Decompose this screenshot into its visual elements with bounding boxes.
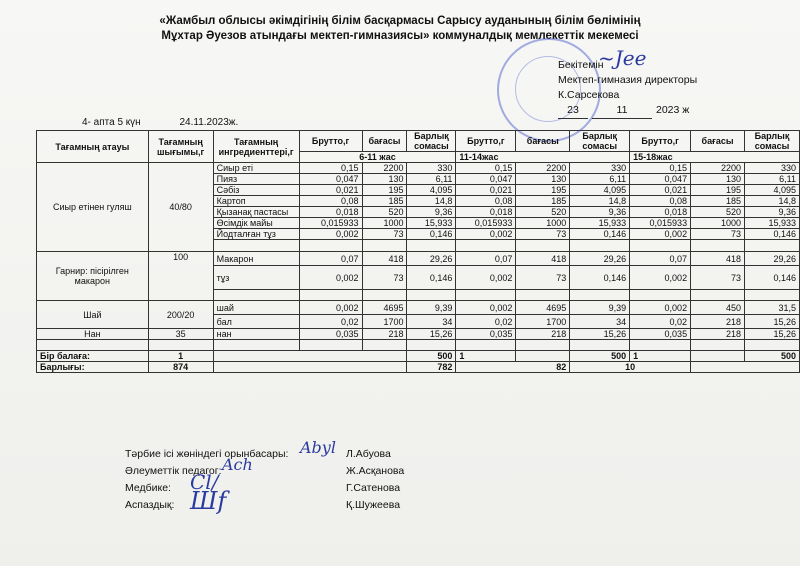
cell: 73 bbox=[516, 229, 570, 240]
signatory-name: Л.Абуова bbox=[346, 448, 391, 460]
approval-date bbox=[558, 103, 697, 119]
col-total-3: Барлық сомасы bbox=[745, 131, 800, 152]
cell: 0,15 bbox=[456, 163, 516, 174]
cell: 0,002 bbox=[630, 229, 691, 240]
col-price-3: бағасы bbox=[691, 131, 745, 152]
col-total-1: Барлық сомасы bbox=[407, 131, 456, 152]
cell: 9,39 bbox=[570, 301, 630, 315]
cell: 330 bbox=[407, 163, 456, 174]
cell: 0,002 bbox=[630, 266, 691, 290]
cell: 520 bbox=[691, 207, 745, 218]
menu-table bbox=[36, 130, 800, 373]
per-child-row bbox=[37, 351, 800, 362]
dish-yield: 35 bbox=[148, 329, 213, 340]
total-row bbox=[37, 362, 800, 373]
col-total-2: Барлық сомасы bbox=[570, 131, 630, 152]
cell: 4695 bbox=[516, 301, 570, 315]
cell: 1 bbox=[630, 351, 691, 362]
cell: 0,15 bbox=[299, 163, 362, 174]
cell: 0,07 bbox=[456, 252, 516, 266]
cell: 0,146 bbox=[407, 266, 456, 290]
col-dish-name: Тағамның атауы bbox=[37, 131, 149, 163]
cell: 0,02 bbox=[456, 315, 516, 329]
cell: 1000 bbox=[516, 218, 570, 229]
signature-icon: Aсh bbox=[222, 455, 253, 474]
cell: 0,02 bbox=[299, 315, 362, 329]
cell: 6,11 bbox=[570, 174, 630, 185]
dish-name: Нан bbox=[37, 329, 149, 340]
signatory-row bbox=[125, 497, 404, 514]
cell: 73 bbox=[516, 266, 570, 290]
col-brutto-3: Брутто,г bbox=[630, 131, 691, 152]
cell: 185 bbox=[691, 196, 745, 207]
cell: 0,002 bbox=[456, 229, 516, 240]
cell: 0,047 bbox=[299, 174, 362, 185]
cell: 15,933 bbox=[570, 218, 630, 229]
header-line-1: «Жамбыл облысы әкімдігінің білім басқармасы Сарысу ауданының білім бөлімінің bbox=[159, 15, 641, 27]
cell: 0,002 bbox=[299, 229, 362, 240]
cell: 73 bbox=[362, 229, 407, 240]
cell: 500 bbox=[745, 351, 800, 362]
cell: 34 bbox=[570, 315, 630, 329]
cell: 9,36 bbox=[745, 207, 800, 218]
age-group-1: 6-11 жас bbox=[299, 152, 456, 163]
cell: 500 bbox=[407, 351, 456, 362]
cell: 520 bbox=[516, 207, 570, 218]
cell: 9,36 bbox=[407, 207, 456, 218]
cell: 1000 bbox=[362, 218, 407, 229]
week-day: 4- апта 5 күн bbox=[82, 117, 141, 128]
cell: 0,08 bbox=[630, 196, 691, 207]
signatory-role: Аспаздық: bbox=[125, 499, 175, 511]
director-signature-icon: ~Jee bbox=[598, 46, 647, 70]
cell: 418 bbox=[362, 252, 407, 266]
cell: 14,8 bbox=[570, 196, 630, 207]
cell: 195 bbox=[516, 185, 570, 196]
col-price-2: бағасы bbox=[516, 131, 570, 152]
signatory-row bbox=[125, 463, 404, 480]
header-line-2: Мұхтар Әуезов атындағы мектеп-гимназиясы» коммуналдық мемлекеттік мекемесі bbox=[161, 30, 639, 42]
signatory-name: Ж.Асқанова bbox=[346, 465, 405, 477]
cell: 82 bbox=[456, 362, 570, 373]
signature-icon: Шf bbox=[190, 487, 227, 515]
menu-date: 24.11.2023ж. bbox=[179, 117, 239, 128]
cell: 1 bbox=[456, 351, 516, 362]
table-row bbox=[37, 329, 800, 340]
cell: 218 bbox=[516, 329, 570, 340]
cell: 0,035 bbox=[630, 329, 691, 340]
cell: 195 bbox=[691, 185, 745, 196]
cell: 2200 bbox=[691, 163, 745, 174]
cell: 0,035 bbox=[299, 329, 362, 340]
cell: 218 bbox=[691, 329, 745, 340]
signatories bbox=[125, 446, 404, 514]
cell: 14,8 bbox=[407, 196, 456, 207]
cell: 0,015933 bbox=[630, 218, 691, 229]
cell: 0,018 bbox=[456, 207, 516, 218]
cell: 15,26 bbox=[407, 329, 456, 340]
table-row bbox=[37, 163, 800, 174]
cell: 0,146 bbox=[570, 266, 630, 290]
cell: 418 bbox=[516, 252, 570, 266]
cell: 0,018 bbox=[630, 207, 691, 218]
cell: 31,5 bbox=[745, 301, 800, 315]
cell: 185 bbox=[516, 196, 570, 207]
approval-name: К.Сарсекова bbox=[558, 89, 620, 101]
cell: 15,933 bbox=[745, 218, 800, 229]
cell: 0,002 bbox=[299, 266, 362, 290]
cell: 782 bbox=[407, 362, 456, 373]
cell: 874 bbox=[148, 362, 213, 373]
cell: 0,021 bbox=[456, 185, 516, 196]
cell: 0,047 bbox=[456, 174, 516, 185]
ingredient: бал bbox=[213, 315, 299, 329]
approval-month: 11 bbox=[592, 103, 652, 119]
cell: 9,39 bbox=[407, 301, 456, 315]
table-row bbox=[37, 301, 800, 315]
cell: 330 bbox=[745, 163, 800, 174]
dish-name: Шай bbox=[37, 301, 149, 329]
ingredient: нан bbox=[213, 329, 299, 340]
ingredient: Сәбіз bbox=[213, 185, 299, 196]
age-group-2: 11-14жас bbox=[456, 152, 630, 163]
document-header bbox=[150, 14, 650, 44]
cell: 130 bbox=[516, 174, 570, 185]
cell: 15,26 bbox=[745, 315, 800, 329]
signatory-row bbox=[125, 480, 404, 497]
signatory-name: Қ.Шужеева bbox=[346, 499, 401, 511]
cell: 0,07 bbox=[630, 252, 691, 266]
cell: 418 bbox=[691, 252, 745, 266]
col-brutto-1: Брутто,г bbox=[299, 131, 362, 152]
signature-icon: Abyl bbox=[300, 438, 336, 457]
cell: 130 bbox=[362, 174, 407, 185]
spacer-row bbox=[37, 340, 800, 351]
dish-yield: 100 bbox=[148, 252, 213, 301]
cell: 0,035 bbox=[456, 329, 516, 340]
cell: 1700 bbox=[362, 315, 407, 329]
cell: 34 bbox=[407, 315, 456, 329]
cell: 2200 bbox=[362, 163, 407, 174]
cell: 1000 bbox=[691, 218, 745, 229]
ingredient: Пияз bbox=[213, 174, 299, 185]
cell: 0,015933 bbox=[299, 218, 362, 229]
cell: 9,36 bbox=[570, 207, 630, 218]
cell: 29,26 bbox=[407, 252, 456, 266]
cell: 0,002 bbox=[456, 301, 516, 315]
ingredient: Сиыр еті bbox=[213, 163, 299, 174]
signatory-name: Г.Сатенова bbox=[346, 482, 401, 494]
cell: 0,015933 bbox=[456, 218, 516, 229]
cell: 15,933 bbox=[407, 218, 456, 229]
cell: 0,146 bbox=[407, 229, 456, 240]
cell: 10 bbox=[570, 362, 691, 373]
col-price-1: бағасы bbox=[362, 131, 407, 152]
cell: 0,02 bbox=[630, 315, 691, 329]
ingredient: тұз bbox=[213, 266, 299, 290]
cell: 0,002 bbox=[299, 301, 362, 315]
approval-position: Мектеп-гимназия директоры bbox=[558, 74, 698, 86]
table-row bbox=[37, 252, 800, 266]
cell: 130 bbox=[691, 174, 745, 185]
ingredient: Йодталған тұз bbox=[213, 229, 299, 240]
cell: 520 bbox=[362, 207, 407, 218]
per-child-count: 1 bbox=[148, 351, 213, 362]
cell: 0,146 bbox=[745, 266, 800, 290]
cell: 0,018 bbox=[299, 207, 362, 218]
age-group-3: 15-18жас bbox=[630, 152, 800, 163]
cell: 0,002 bbox=[630, 301, 691, 315]
col-brutto-2: Брутто,г bbox=[456, 131, 516, 152]
cell: 0,146 bbox=[570, 229, 630, 240]
ingredient: шай bbox=[213, 301, 299, 315]
cell: 0,047 bbox=[630, 174, 691, 185]
approval-year: 2023 ж bbox=[656, 104, 690, 116]
signature-icon: Сl/ bbox=[190, 470, 219, 494]
signatory-row bbox=[125, 446, 404, 463]
cell: 14,8 bbox=[745, 196, 800, 207]
cell: 0,146 bbox=[745, 229, 800, 240]
dish-yield: 200/20 bbox=[148, 301, 213, 329]
dish-name: Сиыр етінен гуляш bbox=[37, 163, 149, 252]
cell: 29,26 bbox=[745, 252, 800, 266]
cell: 4695 bbox=[362, 301, 407, 315]
cell: 0,021 bbox=[299, 185, 362, 196]
cell: 2200 bbox=[516, 163, 570, 174]
signatory-role: Тәрбие ісі жөніндегі орынбасары: bbox=[125, 448, 289, 460]
cell: 195 bbox=[362, 185, 407, 196]
total-label: Барлығы: bbox=[37, 362, 149, 373]
dish-yield: 40/80 bbox=[148, 163, 213, 252]
cell: 6,11 bbox=[745, 174, 800, 185]
cell: 15,26 bbox=[745, 329, 800, 340]
cell: 450 bbox=[691, 301, 745, 315]
cell: 330 bbox=[570, 163, 630, 174]
menu-meta bbox=[82, 117, 274, 128]
cell: 0,08 bbox=[299, 196, 362, 207]
signatory-role: Әлеуметтік педагог: bbox=[125, 465, 222, 477]
cell: 500 bbox=[570, 351, 630, 362]
cell: 73 bbox=[691, 229, 745, 240]
cell: 218 bbox=[691, 315, 745, 329]
cell: 73 bbox=[362, 266, 407, 290]
cell: 4,095 bbox=[745, 185, 800, 196]
cell: 4,095 bbox=[407, 185, 456, 196]
col-yield: Тағамның шығымы,г bbox=[148, 131, 213, 163]
cell: 0,08 bbox=[456, 196, 516, 207]
col-ingredients: Тағамның ингредиенттері,г bbox=[213, 131, 299, 163]
cell: 0,021 bbox=[630, 185, 691, 196]
cell: 0,15 bbox=[630, 163, 691, 174]
cell: 185 bbox=[362, 196, 407, 207]
cell: 0,002 bbox=[456, 266, 516, 290]
approval-day: 23 bbox=[558, 103, 588, 119]
per-child-label: Бір балаға: bbox=[37, 351, 149, 362]
cell: 1700 bbox=[516, 315, 570, 329]
cell: 73 bbox=[691, 266, 745, 290]
ingredient: Макарон bbox=[213, 252, 299, 266]
cell: 15,26 bbox=[570, 329, 630, 340]
cell: 6,11 bbox=[407, 174, 456, 185]
cell: 218 bbox=[362, 329, 407, 340]
dish-name: Гарнир: пісірілген макарон bbox=[37, 252, 149, 301]
approval-title: Бекітемін bbox=[558, 59, 604, 71]
ingredient: Өсімдік майы bbox=[213, 218, 299, 229]
cell: 0,07 bbox=[299, 252, 362, 266]
cell: 4,095 bbox=[570, 185, 630, 196]
ingredient: Қызанақ пастасы bbox=[213, 207, 299, 218]
cell: 29,26 bbox=[570, 252, 630, 266]
table-header-row bbox=[37, 131, 800, 152]
ingredient: Картоп bbox=[213, 196, 299, 207]
signatory-role: Медбике: bbox=[125, 482, 171, 494]
